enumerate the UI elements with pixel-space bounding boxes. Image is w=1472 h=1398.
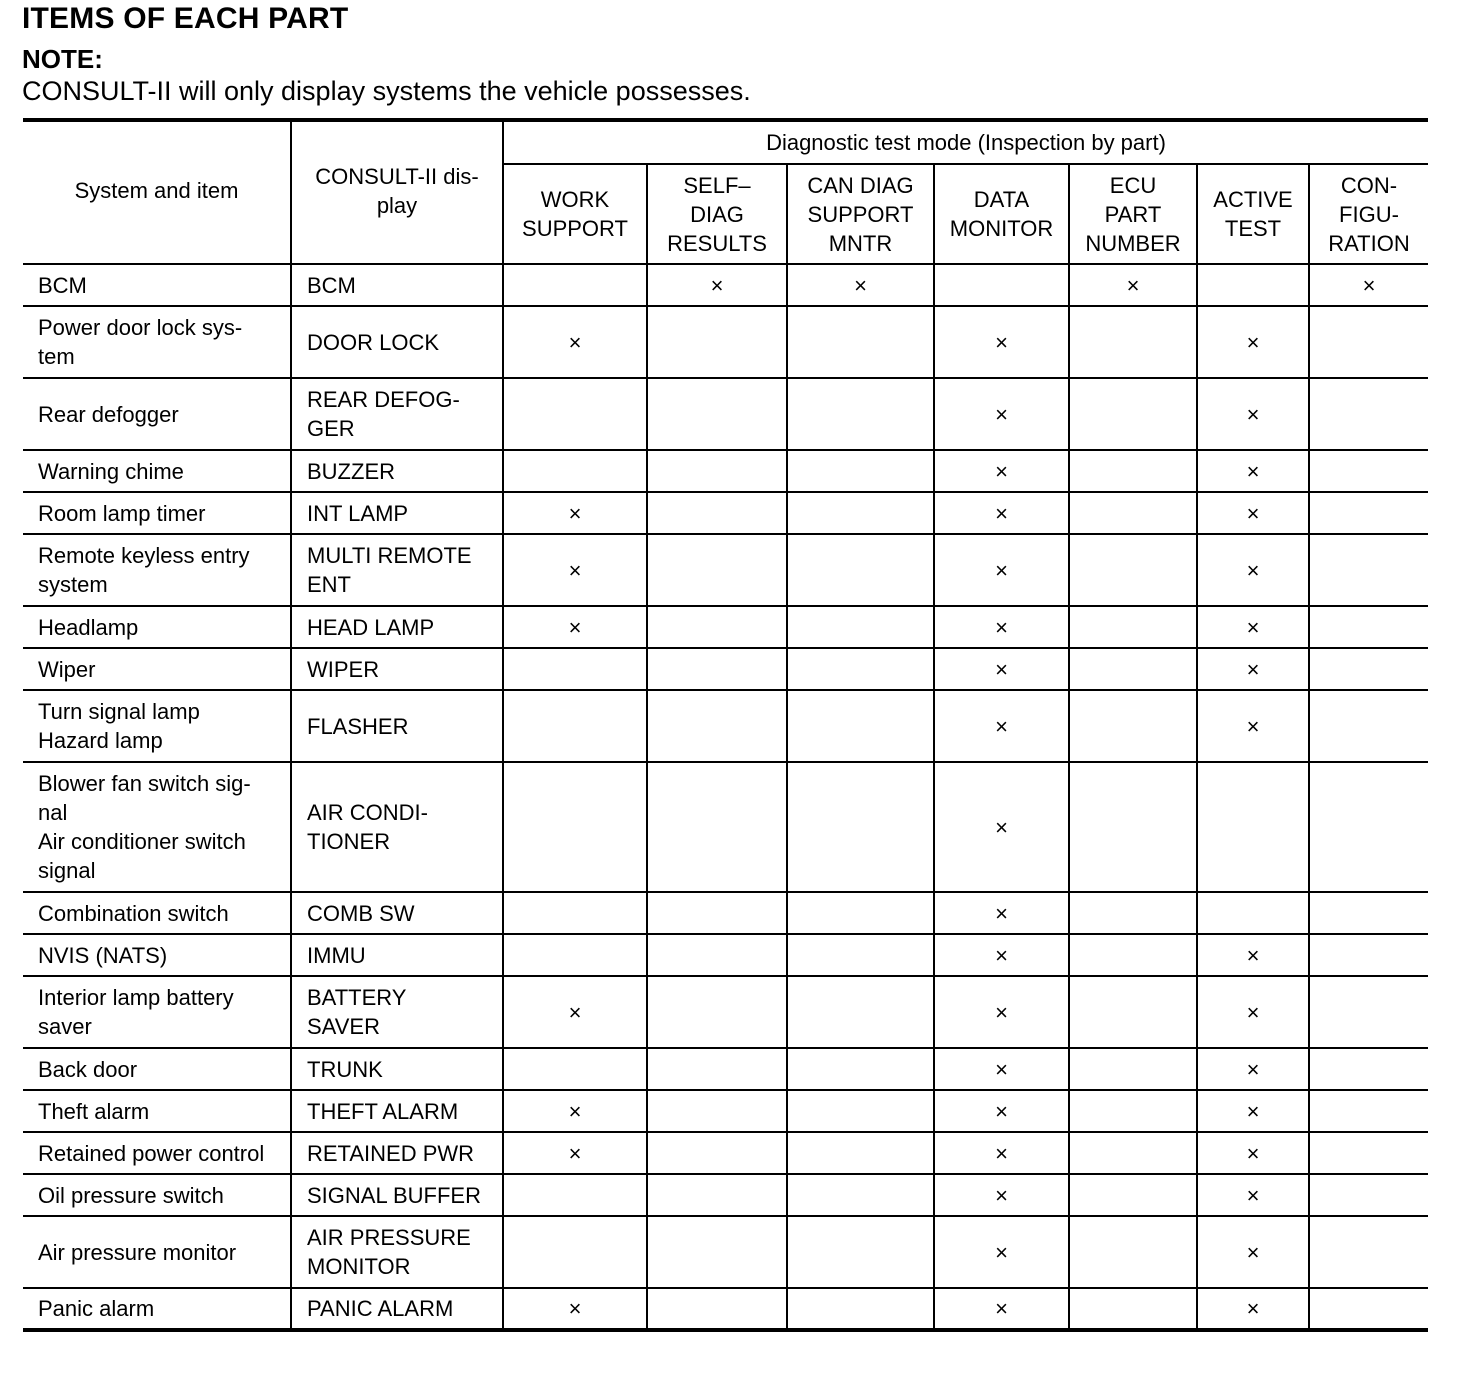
mode-mark-cell: ×: [934, 492, 1069, 534]
mode-mark-cell: [787, 1090, 934, 1132]
mode-mark-cell: ×: [1197, 690, 1309, 762]
table-row: [23, 378, 1428, 450]
mode-mark-cell: [1197, 762, 1309, 892]
mode-mark-cell: [647, 534, 787, 606]
consult-display-cell: AIR PRESSURE MONITOR: [291, 1216, 503, 1288]
mode-mark-cell: [787, 1048, 934, 1090]
mode-mark-cell: ×: [1197, 1090, 1309, 1132]
header-system-and-item: System and item: [23, 120, 291, 264]
mode-mark-cell: ×: [1197, 378, 1309, 450]
mode-mark-cell: ×: [787, 264, 934, 306]
consult-display-cell: BCM: [291, 264, 503, 306]
consult-display-cell: BUZZER: [291, 450, 503, 492]
mode-mark-cell: [503, 648, 647, 690]
mode-mark-cell: ×: [503, 1288, 647, 1330]
mode-mark-cell: ×: [1197, 306, 1309, 378]
header-configuration: CON- FIGU- RATION: [1309, 164, 1428, 264]
mode-mark-cell: [1309, 762, 1428, 892]
mode-mark-cell: [787, 762, 934, 892]
mode-mark-cell: ×: [503, 534, 647, 606]
header-self-diag-results: SELF– DIAG RESULTS: [647, 164, 787, 264]
mode-mark-cell: ×: [503, 976, 647, 1048]
mode-mark-cell: [503, 450, 647, 492]
mode-mark-cell: [1309, 606, 1428, 648]
mode-mark-cell: ×: [1069, 264, 1197, 306]
mode-mark-cell: ×: [503, 306, 647, 378]
mode-mark-cell: ×: [1197, 976, 1309, 1048]
mode-mark-cell: [787, 450, 934, 492]
mode-mark-cell: ×: [934, 892, 1069, 934]
mode-mark-cell: [787, 492, 934, 534]
system-item-cell: Room lamp timer: [23, 492, 291, 534]
mode-mark-cell: [647, 606, 787, 648]
mode-mark-cell: [787, 534, 934, 606]
mode-mark-cell: [1309, 1048, 1428, 1090]
mode-mark-cell: ×: [934, 1090, 1069, 1132]
mode-mark-cell: ×: [934, 606, 1069, 648]
consult-display-cell: PANIC ALARM: [291, 1288, 503, 1330]
mode-mark-cell: ×: [934, 762, 1069, 892]
mode-mark-cell: [787, 1216, 934, 1288]
mode-mark-cell: [1309, 1090, 1428, 1132]
mode-mark-cell: ×: [503, 606, 647, 648]
mode-mark-cell: [1069, 1090, 1197, 1132]
system-item-cell: Panic alarm: [23, 1288, 291, 1330]
mode-mark-cell: [647, 378, 787, 450]
mode-mark-cell: ×: [1309, 264, 1428, 306]
system-item-cell: Power door lock sys- tem: [23, 306, 291, 378]
consult-display-cell: AIR CONDI- TIONER: [291, 762, 503, 892]
consult-display-cell: INT LAMP: [291, 492, 503, 534]
mode-mark-cell: [1309, 492, 1428, 534]
header-work-support: WORK SUPPORT: [503, 164, 647, 264]
mode-mark-cell: [1309, 648, 1428, 690]
mode-mark-cell: [647, 1288, 787, 1330]
table-row: [23, 1174, 1428, 1216]
mode-mark-cell: [1069, 378, 1197, 450]
mode-mark-cell: [647, 690, 787, 762]
table-row: [23, 1048, 1428, 1090]
mode-mark-cell: [647, 306, 787, 378]
header-ecu-part-number: ECU PART NUMBER: [1069, 164, 1197, 264]
mode-mark-cell: [647, 492, 787, 534]
mode-mark-cell: [1069, 492, 1197, 534]
mode-mark-cell: [647, 976, 787, 1048]
mode-mark-cell: ×: [934, 1174, 1069, 1216]
mode-mark-cell: ×: [934, 934, 1069, 976]
mode-mark-cell: [1069, 934, 1197, 976]
consult-display-cell: COMB SW: [291, 892, 503, 934]
header-active-test: ACTIVE TEST: [1197, 164, 1309, 264]
mode-mark-cell: [1309, 1216, 1428, 1288]
table-row: [23, 450, 1428, 492]
mode-mark-cell: [1069, 1174, 1197, 1216]
mode-mark-cell: [647, 934, 787, 976]
mode-mark-cell: [787, 976, 934, 1048]
mode-mark-cell: [503, 1216, 647, 1288]
mode-mark-cell: ×: [934, 1048, 1069, 1090]
mode-mark-cell: ×: [1197, 1174, 1309, 1216]
header-can-diag-support-mntr: CAN DIAG SUPPORT MNTR: [787, 164, 934, 264]
system-item-cell: Air pressure monitor: [23, 1216, 291, 1288]
mode-mark-cell: ×: [934, 534, 1069, 606]
items-table: [23, 118, 1428, 1332]
mode-mark-cell: [503, 264, 647, 306]
mode-mark-cell: [647, 450, 787, 492]
mode-mark-cell: [1309, 976, 1428, 1048]
mode-mark-cell: [1069, 648, 1197, 690]
mode-mark-cell: [787, 934, 934, 976]
table-row: [23, 492, 1428, 534]
mode-mark-cell: ×: [1197, 1132, 1309, 1174]
mode-mark-cell: [647, 648, 787, 690]
mode-mark-cell: [1069, 690, 1197, 762]
mode-mark-cell: [1069, 892, 1197, 934]
consult-display-cell: MULTI REMOTE ENT: [291, 534, 503, 606]
mode-mark-cell: [787, 690, 934, 762]
mode-mark-cell: [1069, 762, 1197, 892]
mode-mark-cell: ×: [1197, 1288, 1309, 1330]
system-item-cell: Oil pressure switch: [23, 1174, 291, 1216]
consult-display-cell: REAR DEFOG- GER: [291, 378, 503, 450]
mode-mark-cell: [787, 378, 934, 450]
mode-mark-cell: [1069, 534, 1197, 606]
system-item-cell: Interior lamp battery saver: [23, 976, 291, 1048]
note-text: CONSULT-II will only display systems the vehicle possesses.: [22, 76, 751, 106]
consult-display-cell: TRUNK: [291, 1048, 503, 1090]
mode-mark-cell: [647, 1090, 787, 1132]
table-row: [23, 1090, 1428, 1132]
mode-mark-cell: ×: [934, 690, 1069, 762]
mode-mark-cell: [1069, 1216, 1197, 1288]
consult-display-cell: HEAD LAMP: [291, 606, 503, 648]
table-row: [23, 606, 1428, 648]
mode-mark-cell: [1197, 264, 1309, 306]
mode-mark-cell: ×: [503, 492, 647, 534]
mode-mark-cell: [1309, 378, 1428, 450]
consult-display-cell: DOOR LOCK: [291, 306, 503, 378]
header-diagnostic-test-mode: Diagnostic test mode (Inspection by part): [503, 120, 1428, 164]
table-row: [23, 1216, 1428, 1288]
mode-mark-cell: [1309, 892, 1428, 934]
system-item-cell: BCM: [23, 264, 291, 306]
consult-display-cell: THEFT ALARM: [291, 1090, 503, 1132]
table-row: [23, 892, 1428, 934]
mode-mark-cell: [1069, 976, 1197, 1048]
mode-mark-cell: ×: [934, 378, 1069, 450]
mode-mark-cell: [503, 934, 647, 976]
system-item-cell: Combination switch: [23, 892, 291, 934]
consult-display-cell: RETAINED PWR: [291, 1132, 503, 1174]
system-item-cell: Turn signal lamp Hazard lamp: [23, 690, 291, 762]
mode-mark-cell: ×: [934, 306, 1069, 378]
page-title: ITEMS OF EACH PART: [22, 2, 349, 35]
consult-display-cell: FLASHER: [291, 690, 503, 762]
mode-mark-cell: [1309, 690, 1428, 762]
mode-mark-cell: [787, 1288, 934, 1330]
mode-mark-cell: ×: [1197, 450, 1309, 492]
mode-mark-cell: ×: [503, 1132, 647, 1174]
mode-mark-cell: [647, 892, 787, 934]
mode-mark-cell: [503, 690, 647, 762]
mode-mark-cell: [647, 1174, 787, 1216]
mode-mark-cell: ×: [934, 1288, 1069, 1330]
consult-display-cell: IMMU: [291, 934, 503, 976]
mode-mark-cell: [1069, 1048, 1197, 1090]
mode-mark-cell: ×: [934, 976, 1069, 1048]
mode-mark-cell: [1069, 450, 1197, 492]
mode-mark-cell: ×: [503, 1090, 647, 1132]
mode-mark-cell: [503, 1174, 647, 1216]
mode-mark-cell: [647, 1132, 787, 1174]
system-item-cell: Blower fan switch sig- nal Air conditioner switch signal: [23, 762, 291, 892]
mode-mark-cell: [647, 762, 787, 892]
mode-mark-cell: [934, 264, 1069, 306]
system-item-cell: Wiper: [23, 648, 291, 690]
table-row: [23, 1132, 1428, 1174]
mode-mark-cell: ×: [647, 264, 787, 306]
mode-mark-cell: [503, 1048, 647, 1090]
note-label: NOTE:: [22, 44, 103, 74]
table-row: [23, 306, 1428, 378]
mode-mark-cell: [647, 1216, 787, 1288]
mode-mark-cell: ×: [934, 648, 1069, 690]
consult-display-cell: SIGNAL BUFFER: [291, 1174, 503, 1216]
mode-mark-cell: ×: [1197, 1048, 1309, 1090]
table-row: [23, 264, 1428, 306]
table-row: [23, 762, 1428, 892]
mode-mark-cell: [1197, 892, 1309, 934]
mode-mark-cell: [787, 1132, 934, 1174]
mode-mark-cell: [1069, 1132, 1197, 1174]
mode-mark-cell: ×: [1197, 934, 1309, 976]
mode-mark-cell: [1069, 1288, 1197, 1330]
table-row: [23, 534, 1428, 606]
header-data-monitor: DATA MONITOR: [934, 164, 1069, 264]
consult-display-cell: WIPER: [291, 648, 503, 690]
table-row: [23, 1288, 1428, 1330]
mode-mark-cell: [1309, 534, 1428, 606]
mode-mark-cell: [503, 762, 647, 892]
mode-mark-cell: [1309, 1174, 1428, 1216]
mode-mark-cell: ×: [1197, 534, 1309, 606]
system-item-cell: NVIS (NATS): [23, 934, 291, 976]
mode-mark-cell: [787, 892, 934, 934]
mode-mark-cell: [1309, 1132, 1428, 1174]
mode-mark-cell: ×: [934, 1216, 1069, 1288]
mode-mark-cell: [1309, 934, 1428, 976]
mode-mark-cell: ×: [1197, 606, 1309, 648]
system-item-cell: Remote keyless entry system: [23, 534, 291, 606]
system-item-cell: Warning chime: [23, 450, 291, 492]
mode-mark-cell: [1069, 606, 1197, 648]
mode-mark-cell: ×: [1197, 492, 1309, 534]
mode-mark-cell: [647, 1048, 787, 1090]
system-item-cell: Rear defogger: [23, 378, 291, 450]
mode-mark-cell: ×: [934, 1132, 1069, 1174]
mode-mark-cell: [1309, 1288, 1428, 1330]
mode-mark-cell: [503, 378, 647, 450]
mode-mark-cell: [1069, 306, 1197, 378]
mode-mark-cell: ×: [1197, 1216, 1309, 1288]
mode-mark-cell: [787, 648, 934, 690]
consult-display-cell: BATTERY SAVER: [291, 976, 503, 1048]
header-consult-display: CONSULT-II dis- play: [291, 120, 503, 264]
mode-mark-cell: [787, 306, 934, 378]
mode-mark-cell: [1309, 450, 1428, 492]
mode-mark-cell: [787, 606, 934, 648]
system-item-cell: Theft alarm: [23, 1090, 291, 1132]
table-row: [23, 648, 1428, 690]
mode-mark-cell: ×: [1197, 648, 1309, 690]
table-row: [23, 976, 1428, 1048]
system-item-cell: Retained power control: [23, 1132, 291, 1174]
system-item-cell: Back door: [23, 1048, 291, 1090]
system-item-cell: Headlamp: [23, 606, 291, 648]
table-row: [23, 690, 1428, 762]
mode-mark-cell: [503, 892, 647, 934]
mode-mark-cell: [787, 1174, 934, 1216]
mode-mark-cell: [1309, 306, 1428, 378]
mode-mark-cell: ×: [934, 450, 1069, 492]
table-row: [23, 934, 1428, 976]
